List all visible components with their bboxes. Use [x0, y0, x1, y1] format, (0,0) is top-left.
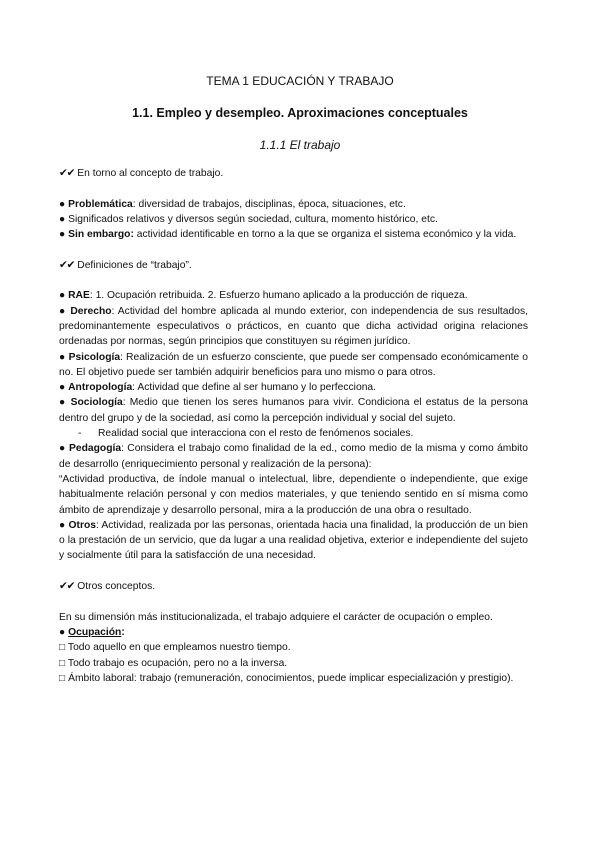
checkbox-square-icon: □ — [59, 672, 66, 684]
ocupacion-heading: ● Ocupación: — [59, 626, 125, 638]
antropologia-definition: ● Antropología: Actividad que define al ser humano y lo perfecciona. — [59, 382, 377, 394]
block1-intro: ✔✔ En torno al concepto de trabajo. — [59, 168, 224, 179]
ocupacion-paragraph: En su dimensión más institucionalizada, el trabajo adquiere el carácter de ocupación o empleo. — [59, 611, 493, 623]
rae-definition: ● RAE: 1. Ocupación retribuida. 2. Esfuerzo humano aplicado a la producción de riqueza. — [59, 290, 468, 302]
check-mark-icon: ✔✔ — [59, 168, 75, 179]
bullet-icon: ● — [59, 305, 67, 317]
block2-intro: ✔✔ Definiciones de “trabajo”. — [59, 259, 192, 271]
ocupacion-item-2: □ Todo trabajo es ocupación, pero no a la inversa. — [59, 657, 288, 669]
checkbox-square-icon: □ — [59, 642, 66, 654]
document-title: TEMA 1 EDUCACIÓN Y TRABAJO — [206, 74, 394, 88]
bullet-icon: ● — [59, 397, 67, 409]
pedagogia-definition: ● Pedagogía: Considera el trabajo como finalidad de la ed., como medio de la misma y como ámbito de desarrollo (enriquecimiento personal y realización de la persona): — [59, 443, 528, 470]
subsection-heading: 1.1.1 El trabajo — [259, 138, 341, 152]
bullet-icon: ● — [59, 198, 66, 210]
bullet-icon: ● — [59, 213, 66, 225]
sin-embargo-item: ● Sin embargo: actividad identificable en torno a la que se organiza el sistema económico y la vida. — [59, 229, 517, 241]
ocupacion-item-3: □ Ámbito laboral: trabajo (remuneración, conocimientos, puede implicar especialización y prestigio). — [59, 672, 514, 684]
block3-intro: ✔✔ Otros conceptos. — [59, 581, 156, 593]
sociologia-subitem: - Realidad social que interacciona con el resto de fenómenos sociales. — [59, 426, 528, 441]
checkbox-square-icon: □ — [59, 657, 66, 669]
bullet-icon: ● — [59, 351, 66, 363]
otros-definition: ● Otros: Actividad, realizada por las personas, orientada hacia una finalidad, la producción de un bien o la prestación de un servicio, que da lugar a una realidad objetiva, exterior e independiente del sujeto y socialmente útil para la satisfacción de una necesidad. — [59, 519, 528, 562]
bullet-icon: ● — [59, 290, 66, 302]
bullet-icon: ● — [59, 229, 66, 241]
document-body — [59, 166, 528, 686]
problematica-item: ● Problemática: diversidad de trabajos, disciplinas, época, situaciones, etc. — [59, 198, 406, 210]
bullet-icon: ● — [59, 443, 66, 455]
significados-item: ● Significados relativos y diversos según sociedad, cultura, momento histórico, etc. — [59, 213, 438, 225]
bullet-icon: ● — [59, 626, 66, 638]
check-mark-icon: ✔✔ — [59, 259, 75, 271]
bullet-icon: ● — [59, 382, 66, 394]
sociologia-definition: ● Sociología: Medio que tienen los seres humanos para vivir. Condiciona el estatus de la persona dentro del grupo y de la sociedad, así como la percepción individual y social del sujeto. — [59, 397, 528, 424]
check-mark-icon: ✔✔ — [59, 581, 75, 593]
psicologia-definition: ● Psicología: Realización de un esfuerzo consciente, que puede ser compensado económicamente o no. El objetivo puede ser también adquirir beneficios para uno mismo o para otros. — [59, 351, 528, 378]
ocupacion-item-1: □ Todo aquello en que empleamos nuestro tiempo. — [59, 642, 291, 654]
bullet-icon: ● — [59, 519, 66, 531]
dash-icon: - — [78, 428, 82, 440]
pedagogia-quote: “Actividad productiva, de índole manual o intelectual, libre, dependiente o independiente, que exige habitualmente relación personal y con medios materiales, y que teniendo sentido en sí misma como ámbito de aprendizaje y desarrollo personal, mira a la producción de una obra o resultado. — [59, 473, 528, 516]
derecho-definition: ● Derecho: Actividad del hombre aplicada al mundo exterior, con independencia de sus resultados, predominantemente especulativos o prácticos, en cuanto que dicha actividad origina relaciones ordenadas por normas, según principios que constituyen su régimen jurídico. — [59, 305, 528, 348]
section-heading: 1.1. Empleo y desempleo. Aproximaciones conceptuales — [132, 106, 468, 120]
